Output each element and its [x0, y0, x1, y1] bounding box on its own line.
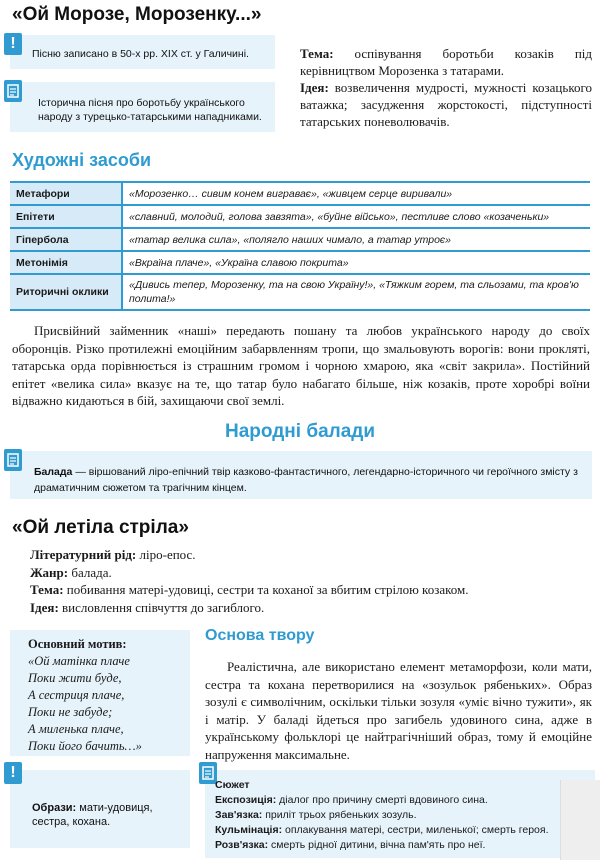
- song2-rid-text: ліро-епос.: [136, 547, 196, 562]
- ballad-definition: [34, 464, 584, 496]
- motive-line: Поки не забуде;: [28, 705, 113, 719]
- song2-idea-label: Ідея:: [30, 599, 59, 615]
- song2-genre-text: балада.: [68, 564, 112, 580]
- note-historic: Історична пісня про боротьбу українського народу з турецько-татарськими нападниками.: [38, 97, 262, 123]
- motive-line: Поки його бачить…»: [28, 739, 142, 753]
- plot-item-label: Експозиція:: [215, 794, 277, 806]
- song2-idea-text: висловлення співчуття до загиблого.: [58, 599, 265, 615]
- device-desc: «Вкраїна плаче», «Україна славою покрита»: [122, 251, 590, 274]
- table-row: [10, 228, 590, 251]
- device-term: Метафори: [10, 182, 122, 205]
- motive-heading: Основний мотив:: [28, 637, 127, 651]
- plot-list: [215, 778, 575, 853]
- song1-idea-text: возвеличення мудрості, мужності козацького ватажка; засудження жорстокості, підступності татарських поневолювачів.: [300, 80, 592, 129]
- plot-item-text: смерть рідної дитини, вічна пам'ять про неї.: [268, 839, 486, 851]
- exclamation-icon: !: [4, 762, 22, 784]
- basis-heading: Основа твору: [205, 627, 315, 644]
- device-term: Риторичні оклики: [10, 274, 122, 310]
- plot-item-text: оплакування матері, сестри, миленької; смерть героя.: [282, 824, 549, 836]
- motive-line: «Ой матінка плаче: [28, 654, 130, 668]
- note-recorded: Пісню записано в 50-х рр. XIX ст. у Галичині.: [32, 48, 249, 60]
- song2-theme: [30, 581, 590, 599]
- song1-theme-text: оспівування боротьби козаків під керівництвом Морозенка з татарами.: [300, 46, 592, 78]
- plot-item: [215, 793, 575, 808]
- song2-title: «Ой летіла стріла»: [12, 517, 189, 538]
- song2-rid: [30, 546, 590, 564]
- device-desc: «славний, молодий, голова завзята», «буйне військо», пестливе слово «козаченьки»: [122, 205, 590, 228]
- song2-rid-label: Літературний рід:: [30, 547, 137, 562]
- table-row: [10, 182, 590, 205]
- devices-paragraph: Присвійний займенник «наші» передають пошану та любов українського народу до своїх оборонців. Різко протилежні емоційним забарвленням тропи, що змальовують ворогів: вони прокляті, татарська орда порівнюється із страшним громом і чорною хмарою, яка «світ закрила». Постійний епітет «велика сила» вказує на те, що татар було набагато більше, ніж козаків, проте хоробрі воїни відважно кидаються в бій, захищаючи свої землі.: [12, 323, 590, 408]
- plot-item: [215, 823, 575, 838]
- device-desc: «Дивись тепер, Морозенку, та на свою Україну!», «Тяжким горем, та сльозами, та кров'ю полита!»: [122, 274, 590, 310]
- song2-genre: [30, 564, 590, 582]
- plot-item: [215, 808, 575, 823]
- images-label: Образи:: [32, 802, 77, 814]
- document-icon: [4, 449, 22, 471]
- plot-item-label: Зав'язка:: [215, 809, 263, 821]
- song1-idea-label: Ідея:: [300, 80, 329, 95]
- images-text: [32, 801, 182, 829]
- plot-heading-text: Сюжет: [215, 779, 250, 791]
- song2-info: [30, 546, 590, 616]
- song2-genre-label: Жанр:: [30, 564, 69, 580]
- exclamation-icon: !: [4, 33, 22, 55]
- ballad-term: Балада: [34, 466, 73, 478]
- song1-theme-idea: [300, 45, 592, 130]
- motive-line: А миленька плаче,: [28, 722, 124, 736]
- table-row: [10, 205, 590, 228]
- plot-item-text: діалог про причину смерті вдовиного сина.: [276, 794, 488, 806]
- plot-item-text: приліт трьох рябеньких зозуль.: [262, 809, 417, 821]
- document-icon: [4, 80, 22, 102]
- plot-item-label: Розв'язка:: [215, 839, 269, 851]
- plot-item-label: Кульмінація:: [215, 824, 283, 836]
- table-row: [10, 251, 590, 274]
- song1-theme-label: Тема:: [300, 46, 334, 61]
- ballad-def-text: — віршований ліро-епічний твір казково-фантастичного, легендарно-історичного чи героїчного змісту з драматичним сюжетом та трагічним кінцем.: [34, 466, 578, 494]
- basis-text: Реалістична, але використано елемент метаморфози, коли мати, сестра та кохана перетворилися на «зозульок рябеньких». Образ зозулі є символічним, оскільки тільки зозуля «уміє вічно тужити», як і матір. У баладі йдеться про загибель удовиного сина, адже в українському фольклорі це найтрагічніший образ, тому й емоційне напруження максимальне.: [205, 659, 592, 762]
- images-value: мати-удовиця, сестра, кохана.: [32, 802, 153, 828]
- plot-item: [215, 838, 575, 853]
- main-motive-box: [10, 630, 190, 756]
- song2-idea: [30, 599, 590, 617]
- song1-idea: [300, 79, 592, 130]
- song1-theme: [300, 45, 592, 79]
- device-desc: «Морозенко… сивим конем виграває», «живцем серце виривали»: [122, 182, 590, 205]
- song2-theme-text: побивання матері-удовиці, сестри та коханої за вбитим стрілою козаком.: [63, 582, 469, 597]
- device-desc: «татар велика сила», «полягло наших чимало, а татар утроє»: [122, 228, 590, 251]
- plot-heading: [215, 778, 575, 793]
- device-term: Епітети: [10, 205, 122, 228]
- ballads-heading: Народні балади: [224, 421, 376, 442]
- motive-line: Поки жити буде,: [28, 671, 122, 685]
- device-term: Метонімія: [10, 251, 122, 274]
- motive-line: А сестриця плаче,: [28, 688, 125, 702]
- table-row: [10, 274, 590, 310]
- device-term: Гіпербола: [10, 228, 122, 251]
- song1-title: «Ой Морозе, Морозенку...»: [12, 4, 262, 25]
- devices-table: [10, 181, 590, 311]
- song2-theme-label: Тема:: [30, 582, 64, 597]
- devices-heading: Художні засоби: [12, 150, 152, 170]
